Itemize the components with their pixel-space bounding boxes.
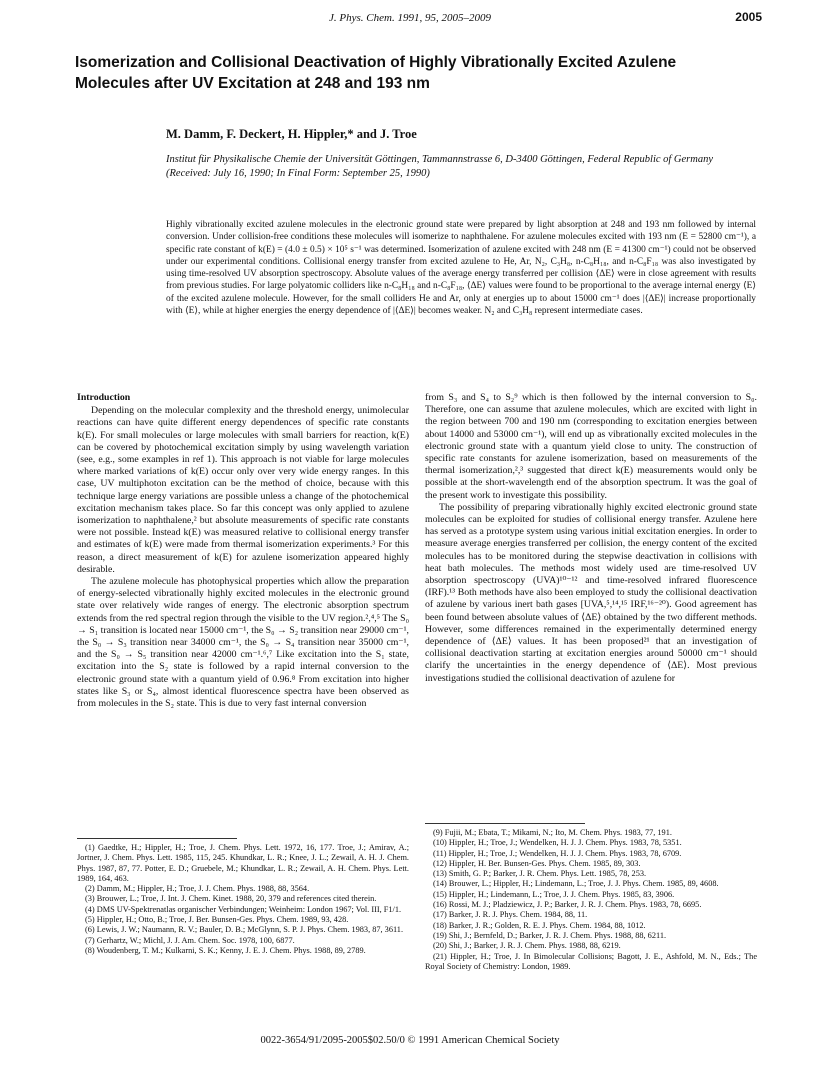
paragraph: The possibility of preparing vibrationally highly excited electronic ground state molecules can be exploited for studies of collisional energy transfer. Azulene here has served as a prototype system using various initial excitation energies. In order to measure average energies transferred per collision, the energy content of the excited molecules has to be monitored during the stepwise deactivation in collisions with heat bath molecules. The methods most widely used are time-resolved UV absorption spectroscopy (UVA)¹⁰⁻¹² and time-resolved infrared fluorescence (IRF).¹³ Both methods have also been employed to study the collisional deactivation of azulene by various inert bath gases [UVA,⁵,¹⁴,¹⁵ IRF,¹⁶⁻²⁰). Good agreement has been found between absolute values of ⟨ΔE⟩ obtained by the two different methods. However, some differences remained in the experimentally determined energy dependence of ⟨ΔE⟩ values. It has been proposed²¹ that an investigation of collisional deactivation starting at excitation energies around 50000 cm⁻¹ should clarify the uncertainties in the energy dependence of ⟨ΔE⟩. Most previous investigations studied the collisional deactivation of azulene for <box>425 501 757 684</box>
reference-item: (6) Lewis, J. W.; Naumann, R. V.; Bauler, D. B.; McGlynn, S. P. J. Phys. Chem. 1983, 87, 3611. <box>85 925 404 935</box>
copyright-footer: 0022-3654/91/2095-2005$02.50/0 © 1991 American Chemical Society <box>260 1035 560 1046</box>
running-head <box>0 10 820 28</box>
reference-item: (10) Hippler, H.; Troe, J.; Wendelken, H. J. J. Chem. Phys. 1983, 78, 5351. <box>433 838 682 848</box>
reference-item: (17) Barker, J. R. J. Phys. Chem. 1984, 88, 11. <box>433 910 588 920</box>
references-right <box>425 828 757 972</box>
reference-item: (9) Fujii, M.; Ebata, T.; Mikami, N.; Ito, M. Chem. Phys. 1983, 77, 191. <box>433 828 672 837</box>
page-number: 2005 <box>735 10 762 24</box>
reference-item: (2) Damm, M.; Hippler, H.; Troe, J. J. Chem. Phys. 1988, 88, 3564. <box>85 884 310 894</box>
footnote-rule <box>77 838 237 839</box>
reference-item: (12) Hippler, H. Ber. Bunsen-Ges. Phys. Chem. 1985, 89, 303. <box>433 858 641 868</box>
journal-citation: J. Phys. Chem. 1991, 95, 2005–2009 <box>329 12 491 24</box>
affiliation: Institut für Physikalische Chemie der Universität Göttingen, Tammannstrasse 6, D-3400 Göttingen, Federal Republic of Germany (Received: July 16, 1990; In Final Form: September 25, 1990) <box>166 154 714 179</box>
paragraph: Depending on the molecular complexity and the threshold energy, unimolecular reactions can have quite different energy dependences of specific rate constants k(E). For small molecules or large molecules with small barriers for reaction, k(E) can be covered by photochemical excitation simply by using wavelength variation (see, e.g., some examples in ref 1). This approach is not viable for large molecules where marked variations of k(E) occur only over very wide energy ranges. In this case, UV multiphoton excitation can be the method of choice, because with this technique large energy variations are possible unless a change of the photochemical excitation mechanism takes place. So far this concept was only applied to azulene isomerization to naphthalene,² but absolute measurements of specific rate constants were not possible. Instead k(E) was measured relative to collisional energy transfer and estimates of k(E) were made from thermal isomerization experiments.³ For this reason, a direct measurement of k(E) for azulene isomerization appeared highly desirable. <box>77 405 409 575</box>
reference-item: (14) Brouwer, L.; Hippler, H.; Lindemann, L.; Troe, J. J. Phys. Chem. 1985, 89, 4608. <box>433 879 719 889</box>
author-list: M. Damm, F. Deckert, H. Hippler,* and J. Troe <box>166 127 417 141</box>
reference-item: (7) Gerhartz, W.; Michl, J. J. Am. Chem. Soc. 1978, 100, 6877. <box>85 935 295 945</box>
reference-item: (21) Hippler, H.; Troe, J. In Bimolecular Collisions; Bagott, J. E., Ashfold, M. N., Eds.; The Royal Society of Chemistry: London, 1989. <box>425 951 757 971</box>
abstract: Highly vibrationally excited azulene molecules in the electronic ground state were prepared by light absorption at 248 and 193 nm followed by internal conversion. Under collision-free conditions these molecules will isomerize to naphthalene. For azulene molecules excited with 193 nm (E = 52800 cm⁻¹), a specific rate constant of k(E) = (4.0 ± 0.5) × 10⁵ s⁻¹ was determined. Isomerization of azulene excited with 248 nm (E = 41300 cm⁻¹) could not be observed under our experimental conditions. Collisional energy transfer from excited azulene to He, Ar, N₂, C₃H₈, n-C₈H₁₈, and n-C₈F₁₈ was also investigated by using time-resolved UV absorption spectroscopy. Absolute values of the average energy transferred per collision ⟨ΔE⟩ were in close agreement with results from previous studies. For large polyatomic colliders like n-C₈H₁₈ and n-C₈F₁₈, ⟨ΔE⟩ values were found to be proportional to the average internal energy ⟨E⟩ of the excited azulene molecule. However, for the small colliders He and Ar, only at energies up to about 15000 cm⁻¹ does |⟨ΔE⟩| increase proportionally with ⟨E⟩, while at higher energies the energy dependence of |⟨ΔE⟩| becomes weaker. N₂ and C₃H₈ represent intermediate cases. <box>166 220 756 317</box>
reference-item: (16) Rossi, M. J.; Pladziewicz, J. P.; Barker, J. R. J. Chem. Phys. 1983, 78, 6695. <box>433 900 702 910</box>
right-column <box>425 392 757 685</box>
reference-item: (13) Smith, G. P.; Barker, J. R. Chem. Phys. Lett. 1985, 78, 253. <box>433 869 647 879</box>
reference-item: (18) Barker, J. R.; Golden, R. E. J. Phys. Chem. 1984, 88, 1012. <box>433 920 646 930</box>
paragraph: from S₃ and S₄ to S₂⁹ which is then followed by the internal conversion to S₀. Therefore, one can assume that azulene molecules, which are excited with light in the region between 700 and 190 nm (corresponding to excitation energies between about 14000 and 53000 cm⁻¹), will end up as vibrationally excited molecules in the electronic ground state with a quantum yield close to unity. The construction of specific rate constants for azulene isomerization, based on measurements of the thermal isomerization,²,³ suggested that direct k(E) measurements would only be possible at the short-wavelength end of the absorption spectrum. It was the goal of the present work to investigate this possibility. <box>425 392 757 501</box>
reference-item: (5) Hippler, H.; Otto, B.; Troe, J. Ber. Bunsen-Ges. Phys. Chem. 1989, 93, 428. <box>85 915 349 925</box>
reference-item: (8) Woudenberg, T. M.; Kulkarni, S. K.; Kenny, J. E. J. Chem. Phys. 1988, 89, 2789. <box>85 945 366 955</box>
section-heading: Introduction <box>77 392 131 403</box>
reference-item: (3) Brouwer, L.; Troe, J. Int. J. Chem. Kinet. 1988, 20, 379 and references cited therein. <box>85 894 377 904</box>
footnote-rule <box>425 823 585 824</box>
reference-item: (1) Gaedtke, H.; Hippler, H.; Troe, J. Chem. Phys. Lett. 1972, 16, 177. Troe, J.; Amirav, A.; Jortner, J. Chem. Phys. Lett. 1985, 115, 245. Khundkar, L. R.; Knee, J. L.; Zewail, A. H. J. Chem. Phys. 1987, 87, 77. Potter, E. D.; Gruebele, M.; Khundkar, L. R.; Zewail, A. H. Chem. Phys. Lett. 1989, 164, 463. <box>77 843 409 883</box>
paragraph: The azulene molecule has photophysical properties which allow the preparation of energy-selected vibrationally highly excited molecules in the electronic ground state over relatively wide ranges of energy. The electronic absorption spectrum extends from the red spectral region through the visible to the UV region.²,⁴,⁵ The S₀ → S₁ transition is located near 15000 cm⁻¹, the S₀ → S₂ transition near 29000 cm⁻¹, the S₀ → S₃ transition near 34000 cm⁻¹, the S₀ → S₄ transition near 35000 cm⁻¹, and the S₀ → S₅ transition near 42000 cm⁻¹.⁶,⁷ Like excitation into the S₁ state, excitation into the S₂ state is followed by a rapid internal conversion to the electronic ground state with a quantum yield of 0.96.⁸ From excitation into higher states like S₃ or S₄, almost identical fluorescence spectra have been observed as from molecules in the S₂ state. This is due to very fast internal conversion <box>77 576 409 710</box>
reference-item: (19) Shi, J.; Bernfeld, D.; Barker, J. R. J. Chem. Phys. 1988, 88, 6211. <box>433 930 667 940</box>
reference-item: (20) Shi, J.; Barker, J. R. J. Chem. Phys. 1988, 88, 6219. <box>433 941 621 951</box>
reference-item: (11) Hippler, H.; Troe, J.; Wendelken, H. J. J. Chem. Phys. 1983, 78, 6709. <box>433 848 682 858</box>
article-title: Isomerization and Collisional Deactivation of Highly Vibrationally Excited Azulene Molecules after UV Excitation at 248 and 193 nm <box>75 54 677 92</box>
left-column <box>77 392 409 710</box>
references-left <box>77 843 409 956</box>
reference-item: (15) Hippler, H.; Lindemann, L.; Troe, J. J. Chem. Phys. 1985, 83, 3906. <box>433 889 675 899</box>
reference-item: (4) DMS UV-Spektrenatlas organischer Verbindungen; Weinheim: London 1967; Vol. III, F1/1. <box>85 904 402 914</box>
